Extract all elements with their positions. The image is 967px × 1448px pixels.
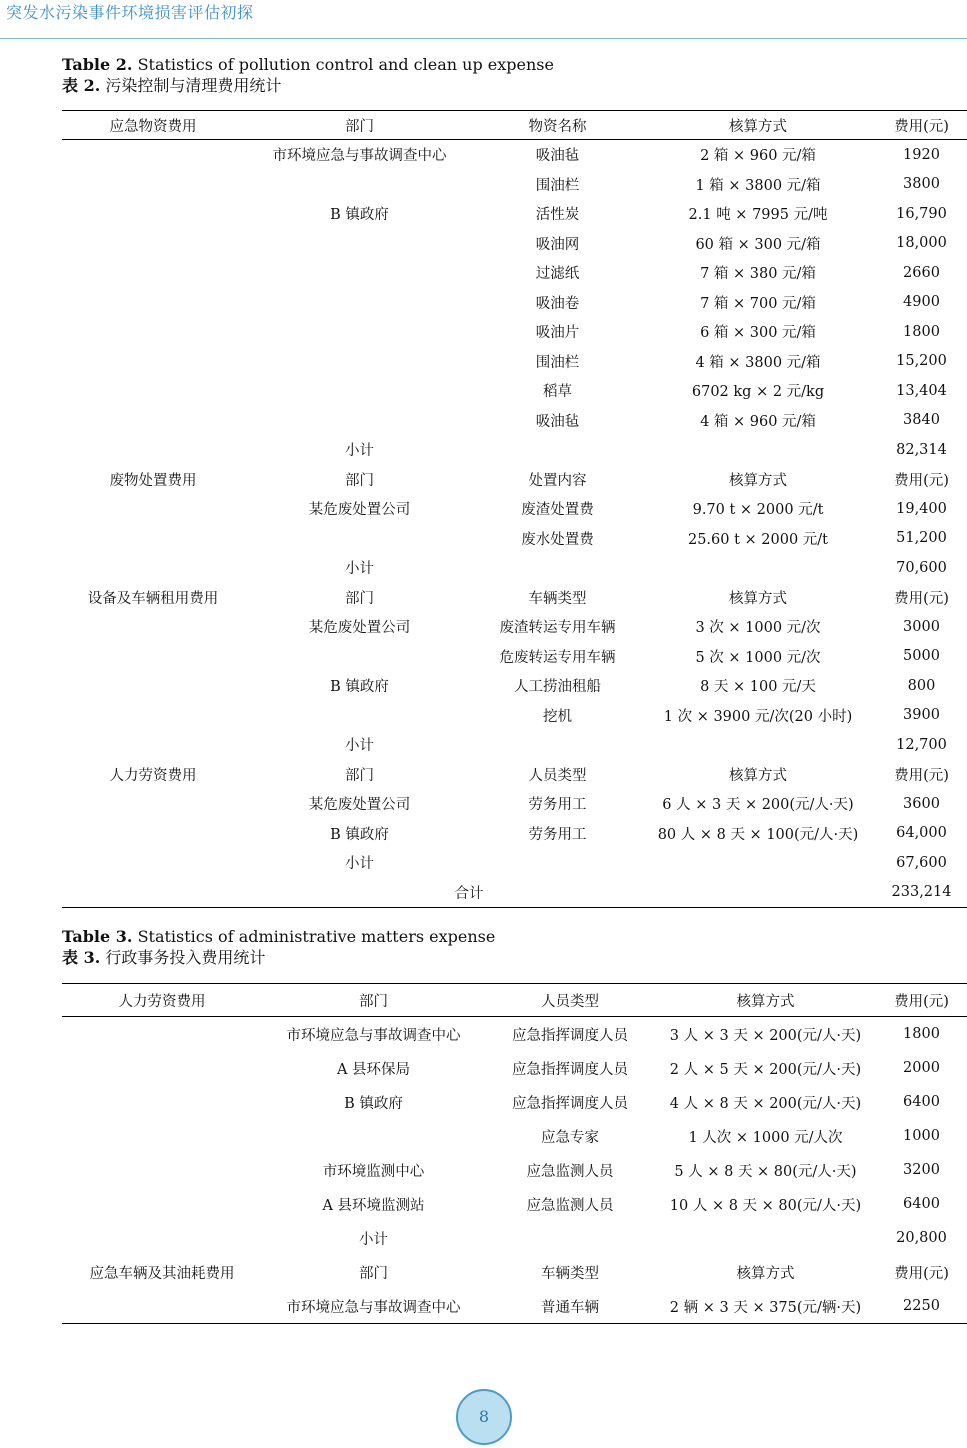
table-row bbox=[62, 465, 967, 495]
table-cell-method: 80 人 × 8 天 × 100(元/人·天) bbox=[657, 826, 859, 843]
table3-caption-en bbox=[62, 926, 495, 947]
table-cell-department bbox=[244, 229, 475, 259]
table-row bbox=[62, 317, 967, 347]
table-cell-item: 普通车辆 bbox=[485, 1289, 655, 1324]
table-cell-department bbox=[244, 317, 475, 347]
table-cell-item: 人员类型 bbox=[528, 767, 587, 784]
table-cell-cost: 费用(元) bbox=[894, 767, 949, 784]
table-cell-item: 车辆类型 bbox=[541, 1265, 599, 1282]
page-number-badge bbox=[456, 1389, 512, 1445]
table-cell-method: 7 箱 × 380 元/箱 bbox=[700, 266, 816, 283]
table-row bbox=[62, 1085, 967, 1119]
table-cell-method: 1 人次 × 1000 元/人次 bbox=[688, 1129, 843, 1146]
table-cell-category bbox=[62, 789, 244, 819]
table-cell-department: 小计 bbox=[345, 856, 374, 873]
table-cell-item: 稻草 bbox=[543, 384, 572, 401]
table-cell-item bbox=[475, 730, 640, 760]
table-row bbox=[62, 583, 967, 613]
table-cell-item: 应急监测人员 bbox=[526, 1163, 614, 1180]
table-cell-method: 10 人 × 8 天 × 80(元/人·天) bbox=[669, 1197, 862, 1214]
table-cell-method: 4 箱 × 960 元/箱 bbox=[700, 413, 816, 430]
table-cell-item: 吸油卷 bbox=[535, 295, 580, 312]
table2-label-zh: 表 2. bbox=[62, 76, 101, 95]
table-cell-category: 人力劳资费用 bbox=[109, 767, 197, 784]
table-cell-department: 某危废处置公司 bbox=[308, 620, 411, 637]
table-cell-method: 核算方式 bbox=[736, 1265, 795, 1282]
table-cell-department bbox=[244, 701, 475, 731]
table-cell-method: 7 箱 × 700 元/箱 bbox=[700, 295, 816, 312]
table-row bbox=[62, 553, 967, 583]
table-cell-department: 部门 bbox=[345, 472, 374, 489]
table-cell-cost: 2000 bbox=[903, 1060, 940, 1076]
table2-col-category: 应急物资费用 bbox=[62, 111, 244, 140]
table-row bbox=[62, 701, 967, 731]
table-cell-department: A 县环境监测站 bbox=[322, 1197, 425, 1214]
total-value: 233,214 bbox=[876, 878, 967, 908]
table-cell-method: 25.60 t × 2000 元/t bbox=[687, 531, 829, 548]
table-cell-item: 应急指挥调度人员 bbox=[512, 1027, 628, 1044]
table2-caption-en bbox=[62, 54, 554, 75]
table-row bbox=[62, 347, 967, 377]
table-cell-cost: 5000 bbox=[903, 648, 940, 665]
table-row bbox=[62, 819, 967, 849]
table-cell-item: 吸油片 bbox=[535, 325, 580, 342]
table-cell-category bbox=[62, 494, 244, 524]
table-cell-category bbox=[62, 435, 244, 465]
table-cell-method: 4 箱 × 3800 元/箱 bbox=[695, 354, 821, 371]
table-row bbox=[62, 1187, 967, 1221]
table-cell-item: 吸油网 bbox=[535, 236, 580, 253]
table-total-row bbox=[62, 878, 967, 908]
table3-caption-zh bbox=[62, 947, 495, 968]
table-cell-department bbox=[244, 288, 475, 318]
table-cell-cost: 4900 bbox=[903, 294, 940, 311]
table-cell-category bbox=[62, 1221, 262, 1255]
table-cell-item: 废渣转运专用车辆 bbox=[499, 620, 616, 637]
table-cell-item bbox=[485, 1221, 655, 1255]
table2-label-en: Table 2. bbox=[62, 55, 133, 74]
table-cell-category: 设备及车辆租用费用 bbox=[87, 590, 219, 607]
table-row bbox=[62, 1119, 967, 1153]
table-cell-department: 部门 bbox=[359, 1265, 388, 1282]
table-row bbox=[62, 1255, 967, 1289]
table-cell-item: 吸油毡 bbox=[535, 413, 580, 430]
table-cell-cost: 82,314 bbox=[896, 441, 947, 458]
table-row bbox=[62, 1289, 967, 1324]
table-cell-category bbox=[62, 406, 244, 436]
table2-col-cost: 费用(元) bbox=[876, 111, 967, 140]
table-cell-method: 1 箱 × 3800 元/箱 bbox=[695, 177, 821, 194]
table-cell-cost: 6400 bbox=[903, 1094, 940, 1110]
table-cell-method: 3 人 × 3 天 × 200(元/人·天) bbox=[669, 1027, 862, 1044]
table-cell-cost: 51,200 bbox=[896, 530, 947, 547]
table-cell-cost: 18,000 bbox=[896, 235, 947, 252]
table-cell-cost: 3600 bbox=[903, 795, 940, 812]
table-cell-cost: 800 bbox=[907, 677, 936, 694]
table2-col-department: 部门 bbox=[244, 111, 475, 140]
table-cell-department bbox=[244, 170, 475, 200]
table-cell-department bbox=[262, 1119, 485, 1153]
table-cell-method bbox=[640, 848, 876, 878]
table-cell-method: 9.70 t × 2000 元/t bbox=[692, 502, 824, 519]
table-cell-cost: 6400 bbox=[903, 1196, 940, 1212]
table-cell-category bbox=[62, 612, 244, 642]
table-cell-method bbox=[655, 1221, 876, 1255]
table-cell-method bbox=[640, 553, 876, 583]
table-cell-category bbox=[62, 317, 244, 347]
table-cell-department: 部门 bbox=[345, 767, 374, 784]
table-cell-item: 人工捞油租船 bbox=[514, 679, 601, 696]
table-cell-cost: 20,800 bbox=[896, 1230, 947, 1246]
table-cell-department: 市环境应急与事故调查中心 bbox=[286, 1027, 461, 1044]
table-row bbox=[62, 848, 967, 878]
table-cell-item: 废水处置费 bbox=[521, 531, 594, 548]
table-cell-category bbox=[62, 524, 244, 554]
table-cell-cost: 3000 bbox=[903, 618, 940, 635]
table-cell-department: 小计 bbox=[359, 1231, 388, 1248]
table-cell-category bbox=[62, 258, 244, 288]
table-cell-item bbox=[475, 435, 640, 465]
table-cell-cost: 费用(元) bbox=[894, 590, 949, 607]
table-cell-method: 核算方式 bbox=[729, 590, 787, 607]
table-cell-department bbox=[244, 406, 475, 436]
table-row bbox=[62, 789, 967, 819]
table-cell-cost: 费用(元) bbox=[894, 1265, 949, 1282]
table-cell-department: 小计 bbox=[345, 738, 374, 755]
table-cell-cost: 3800 bbox=[903, 176, 940, 193]
table-cell-department: 市环境监测中心 bbox=[322, 1163, 425, 1180]
table-cell-category bbox=[62, 288, 244, 318]
table-row bbox=[62, 376, 967, 406]
table2-title-en: Statistics of pollution control and clean up expense bbox=[137, 55, 554, 74]
total-label: 合计 bbox=[62, 878, 876, 908]
table-cell-department: 市环境应急与事故调查中心 bbox=[272, 148, 447, 165]
table-row bbox=[62, 671, 967, 701]
table-cell-category bbox=[62, 1085, 262, 1119]
table-cell-department: B 镇政府 bbox=[344, 1095, 403, 1112]
table-row bbox=[62, 1017, 967, 1052]
table-row bbox=[62, 1221, 967, 1255]
table-cell-category bbox=[62, 553, 244, 583]
table-cell-item bbox=[475, 553, 640, 583]
table-cell-method: 6702 kg × 2 元/kg bbox=[691, 384, 825, 401]
header-rule bbox=[0, 38, 967, 39]
table-cell-department: 部门 bbox=[345, 590, 374, 607]
table-cell-method: 6 人 × 3 天 × 200(元/人·天) bbox=[662, 797, 854, 814]
table-cell-cost: 2250 bbox=[876, 1289, 967, 1324]
table-cell-item: 车辆类型 bbox=[528, 590, 587, 607]
table-cell-cost: 2660 bbox=[903, 264, 940, 281]
table-cell-category bbox=[62, 140, 244, 170]
table-cell-method: 5 人 × 8 天 × 80(元/人·天) bbox=[674, 1163, 857, 1180]
table-cell-category bbox=[62, 199, 244, 229]
table-cell-category bbox=[62, 642, 244, 672]
table-cell-department: B 镇政府 bbox=[330, 679, 389, 696]
table-cell-department: B 镇政府 bbox=[330, 826, 389, 843]
table-cell-category bbox=[62, 671, 244, 701]
table-cell-method: 2 人 × 5 天 × 200(元/人·天) bbox=[669, 1061, 862, 1078]
table2-title-zh: 污染控制与清理费用统计 bbox=[105, 76, 282, 95]
table-cell-item: 围油栏 bbox=[535, 177, 580, 194]
table3-col-category: 人力劳资费用 bbox=[62, 984, 262, 1017]
table2 bbox=[62, 110, 967, 908]
table-cell-category bbox=[62, 170, 244, 200]
table-cell-item: 应急指挥调度人员 bbox=[512, 1061, 628, 1078]
table-cell-category bbox=[62, 347, 244, 377]
table-cell-method: 2 箱 × 960 元/箱 bbox=[700, 148, 816, 165]
table-cell-item: 吸油毡 bbox=[535, 148, 580, 165]
table-cell-category bbox=[62, 1187, 262, 1221]
table-row bbox=[62, 435, 967, 465]
table-cell-item: 应急监测人员 bbox=[526, 1197, 614, 1214]
table-cell-item: 处置内容 bbox=[528, 472, 587, 489]
table-cell-category bbox=[62, 229, 244, 259]
table-cell-category bbox=[62, 730, 244, 760]
table3-label-en: Table 3. bbox=[62, 927, 133, 946]
table-cell-department bbox=[244, 524, 475, 554]
table-cell-method: 60 箱 × 300 元/箱 bbox=[695, 236, 821, 253]
table3-title-zh: 行政事务投入费用统计 bbox=[105, 948, 266, 967]
table-row bbox=[62, 1051, 967, 1085]
table-cell-item: 活性炭 bbox=[535, 207, 580, 224]
table3-col-method: 核算方式 bbox=[655, 984, 876, 1017]
table-cell-method: 1 次 × 3900 元/次(20 小时) bbox=[663, 708, 853, 725]
table-cell-cost: 15,200 bbox=[896, 353, 947, 370]
table-cell-cost: 70,600 bbox=[896, 559, 947, 576]
table-cell-cost: 1920 bbox=[903, 146, 940, 163]
table3-col-department: 部门 bbox=[262, 984, 485, 1017]
table-cell-cost: 19,400 bbox=[896, 500, 947, 517]
table-cell-cost: 13,404 bbox=[896, 382, 947, 399]
table-cell-category bbox=[62, 1119, 262, 1153]
table3-col-cost: 费用(元) bbox=[876, 984, 967, 1017]
table-cell-category bbox=[62, 819, 244, 849]
table-cell-item: 废渣处置费 bbox=[521, 502, 594, 519]
table-cell-category bbox=[62, 1051, 262, 1085]
table-row bbox=[62, 494, 967, 524]
table-cell-category bbox=[62, 701, 244, 731]
table-cell-department: 某危废处置公司 bbox=[308, 797, 411, 814]
table-row bbox=[62, 199, 967, 229]
table-cell-cost: 3840 bbox=[903, 412, 940, 429]
table-cell-method: 核算方式 bbox=[729, 472, 787, 489]
table2-caption-zh bbox=[62, 75, 554, 96]
table-cell-item: 应急指挥调度人员 bbox=[512, 1095, 628, 1112]
table-row bbox=[62, 288, 967, 318]
table-row bbox=[62, 642, 967, 672]
table-cell-cost: 1800 bbox=[903, 323, 940, 340]
table2-col-method: 核算方式 bbox=[640, 111, 876, 140]
table3-header-row bbox=[62, 984, 967, 1017]
table-row bbox=[62, 229, 967, 259]
table-row bbox=[62, 1153, 967, 1187]
table-cell-category bbox=[62, 848, 244, 878]
table-cell-category bbox=[62, 376, 244, 406]
page-number: 8 bbox=[478, 1407, 490, 1426]
table-cell-cost: 3900 bbox=[903, 707, 940, 724]
table-cell-item: 过滤纸 bbox=[535, 266, 580, 283]
table2-col-item: 物资名称 bbox=[475, 111, 640, 140]
table-cell-cost: 1000 bbox=[903, 1128, 940, 1144]
table-cell-department bbox=[244, 258, 475, 288]
table-cell-cost: 64,000 bbox=[896, 825, 947, 842]
table3 bbox=[62, 983, 967, 1324]
table-cell-item: 围油栏 bbox=[535, 354, 580, 371]
table-cell-item: 危废转运专用车辆 bbox=[499, 649, 616, 666]
table-cell-method: 2.1 吨 × 7995 元/吨 bbox=[688, 207, 828, 224]
table-row bbox=[62, 170, 967, 200]
table-cell-item: 劳务用工 bbox=[528, 797, 587, 814]
table-cell-item: 挖机 bbox=[543, 708, 572, 725]
table-cell-method: 2 辆 × 3 天 × 375(元/辆·天) bbox=[655, 1289, 876, 1324]
table-cell-department bbox=[244, 376, 475, 406]
table-cell-method bbox=[640, 730, 876, 760]
table-cell-department bbox=[244, 347, 475, 377]
table2-header-row bbox=[62, 111, 967, 140]
table-cell-cost: 3200 bbox=[903, 1162, 940, 1178]
table-cell-category bbox=[62, 1153, 262, 1187]
table-cell-method: 5 次 × 1000 元/次 bbox=[695, 649, 821, 666]
table-row bbox=[62, 760, 967, 790]
table-cell-category bbox=[62, 1289, 262, 1324]
table-cell-department: 某危废处置公司 bbox=[308, 502, 411, 519]
table-row bbox=[62, 524, 967, 554]
table-cell-item bbox=[475, 848, 640, 878]
table-cell-department: B 镇政府 bbox=[330, 207, 389, 224]
table-cell-method: 3 次 × 1000 元/次 bbox=[695, 620, 821, 637]
table-cell-item: 劳务用工 bbox=[528, 826, 587, 843]
table-row bbox=[62, 406, 967, 436]
table-cell-department: 小计 bbox=[345, 443, 374, 460]
table-cell-department: 小计 bbox=[345, 561, 374, 578]
table-cell-method bbox=[640, 435, 876, 465]
table-cell-method: 6 箱 × 300 元/箱 bbox=[700, 325, 816, 342]
table-row bbox=[62, 140, 967, 170]
table3-caption bbox=[62, 926, 495, 968]
table-cell-category bbox=[62, 1017, 262, 1052]
table3-col-personnel: 人员类型 bbox=[485, 984, 655, 1017]
table-cell-cost: 16,790 bbox=[896, 205, 947, 222]
table-cell-cost: 费用(元) bbox=[894, 472, 949, 489]
table-row bbox=[62, 730, 967, 760]
table-cell-category: 应急车辆及其油耗费用 bbox=[89, 1265, 235, 1282]
table-cell-method: 8 天 × 100 元/天 bbox=[700, 679, 816, 696]
table-cell-department: 市环境应急与事故调查中心 bbox=[262, 1289, 485, 1324]
table-row bbox=[62, 612, 967, 642]
table-cell-method: 核算方式 bbox=[729, 767, 787, 784]
table-cell-cost: 67,600 bbox=[896, 854, 947, 871]
table-row bbox=[62, 258, 967, 288]
table-cell-category: 废物处置费用 bbox=[109, 472, 197, 489]
running-title: 突发水污染事件环境损害评估初探 bbox=[6, 3, 254, 22]
table3-label-zh: 表 3. bbox=[62, 948, 101, 967]
table-cell-cost: 1800 bbox=[903, 1026, 940, 1042]
table-cell-item: 应急专家 bbox=[541, 1129, 599, 1146]
table-cell-cost: 12,700 bbox=[896, 736, 947, 753]
table2-caption bbox=[62, 54, 554, 96]
table-cell-method: 4 人 × 8 天 × 200(元/人·天) bbox=[669, 1095, 862, 1112]
table3-title-en: Statistics of administrative matters expense bbox=[137, 927, 496, 946]
table-cell-department bbox=[244, 642, 475, 672]
table-cell-department: A 县环保局 bbox=[336, 1061, 411, 1078]
